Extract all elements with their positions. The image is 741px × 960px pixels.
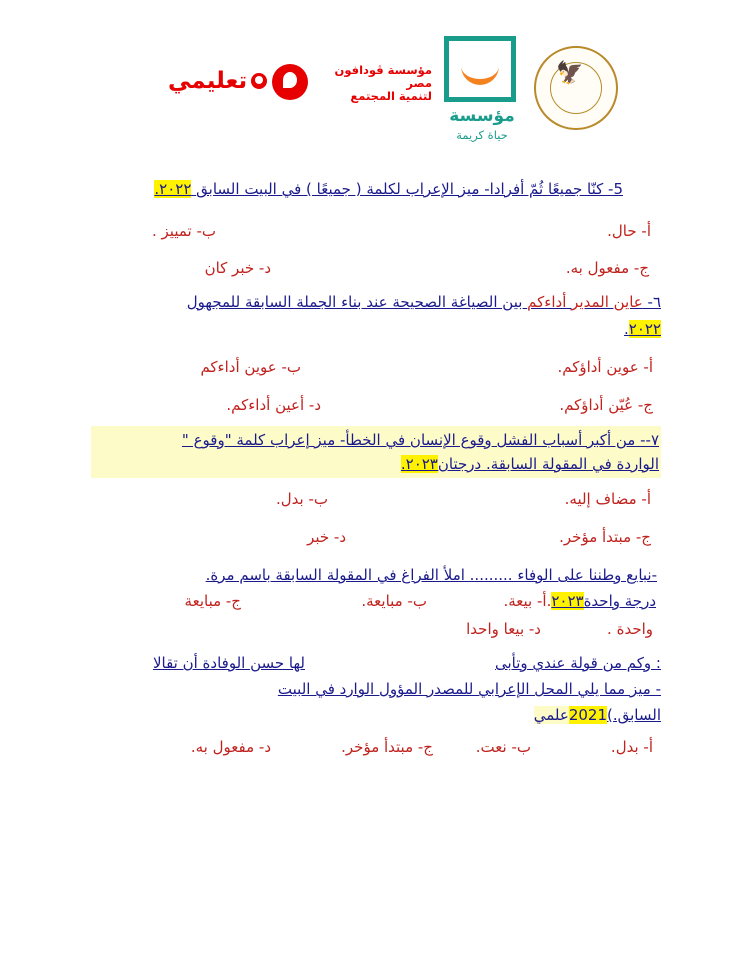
question-6-year: ٢٠٢٢ (628, 320, 661, 338)
q7-option-c: ج- مبتدأ مؤخر. (559, 528, 651, 546)
question-9-line-3 (534, 704, 661, 726)
question-6-year-line (624, 318, 661, 340)
q5-option-d: د- خبر كان (204, 259, 271, 277)
q8-option-a: .أ- بيعة. (503, 592, 552, 610)
hayah-karima-title: مؤسسة (449, 106, 515, 126)
question-9-year: 2021 (568, 706, 607, 724)
q7-option-d: د- خبر (307, 528, 346, 546)
q8-option-c: ج- مبايعة (184, 592, 241, 610)
q9-option-b: ب- نعت. (475, 738, 531, 756)
question-6-dot: . (623, 320, 629, 338)
question-6-prefix: ٦- (642, 293, 661, 311)
q9-option-c: ج- مبتدأ مؤخر. (341, 738, 433, 756)
q6-option-c: ج- عُيّن أداؤكم. (559, 396, 653, 414)
q5-option-b: ب- تمييز . (151, 222, 216, 240)
question-9-line-2: - ميز مما يلي المحل الإعرابي للمصدر المؤول الوارد في البيت (277, 680, 661, 698)
question-9-verse-second: لها حسن الوفادة أن تقالا (152, 654, 305, 672)
question-5 (154, 178, 623, 200)
hayah-karima-subtitle: حياة كريمة (456, 128, 508, 142)
question-8-year: ٢٠٢٣ (551, 592, 584, 610)
question-8-prefix: درجة واحدة (583, 592, 656, 610)
question-6-text: بين الصياغة الصحيحة عند بناء الجملة السابقة للمجهول (186, 293, 528, 311)
question-7-line-2 (401, 453, 659, 475)
question-7-line-1: ٧-- من أكبر أسباب الفشل وقوع الإنسان في الخطأ- ميز إعراب كلمة "وقوع " (181, 431, 659, 449)
q7-option-a: أ- مضاف إليه. (564, 490, 651, 508)
q8-option-c-continued: واحدة . (607, 620, 653, 638)
question-9-text: السابق.) (607, 706, 661, 724)
q5-option-a: أ- حال. (607, 222, 651, 240)
vodafone-foundation-line-2: مصر (406, 76, 432, 90)
question-6-sentence: عاين المدير أداءكم (527, 293, 643, 311)
vodafone-foundation-line-1: مؤسسة ڤودافون (334, 63, 432, 77)
q8-option-d: د- بيعا واحدا (466, 620, 541, 638)
q5-option-c: ج- مفعول به. (565, 259, 649, 277)
q8-option-b: ب- مبايعة. (361, 592, 427, 610)
q9-option-d: د- مفعول به. (190, 738, 271, 756)
question-7-text: الواردة في المقولة السابقة. درجتان (437, 455, 659, 473)
vodafone-foundation-line-3: لتنمية المجتمع (350, 89, 432, 103)
ministry-seal-icon: 🦅 (534, 46, 618, 130)
q7-option-b: ب- بدل. (275, 490, 328, 508)
question-5-year: ٢٠٢٢. (154, 180, 192, 198)
q6-option-a: أ- عوين أداؤكم. (557, 358, 653, 376)
question-8-line-2 (503, 590, 656, 612)
q6-option-d: د- أعين أداءكم. (226, 396, 321, 414)
question-9-tag: علمي (533, 706, 569, 724)
question-6 (187, 291, 661, 313)
q6-option-b: ب- عوين أداءكم (200, 358, 301, 376)
q9-option-a: أ- بدل. (610, 738, 653, 756)
question-7-year: ٢٠٢٣. (400, 455, 438, 473)
talimi-logo-text: تعليمي (168, 68, 248, 94)
question-9-verse-first: : وكم من قولة عندي وتأبى (494, 654, 661, 672)
question-5-text: 5- كنّا جميعًا ثُمّ أفرادا- ميز الإعراب لكلمة ( جميعًا ) في البيت السابق (196, 180, 623, 198)
question-8-line-1: -نبايع وطننا على الوفاء ......... املأ الفراغ في المقولة السابقة باسم مرة. (205, 566, 657, 584)
